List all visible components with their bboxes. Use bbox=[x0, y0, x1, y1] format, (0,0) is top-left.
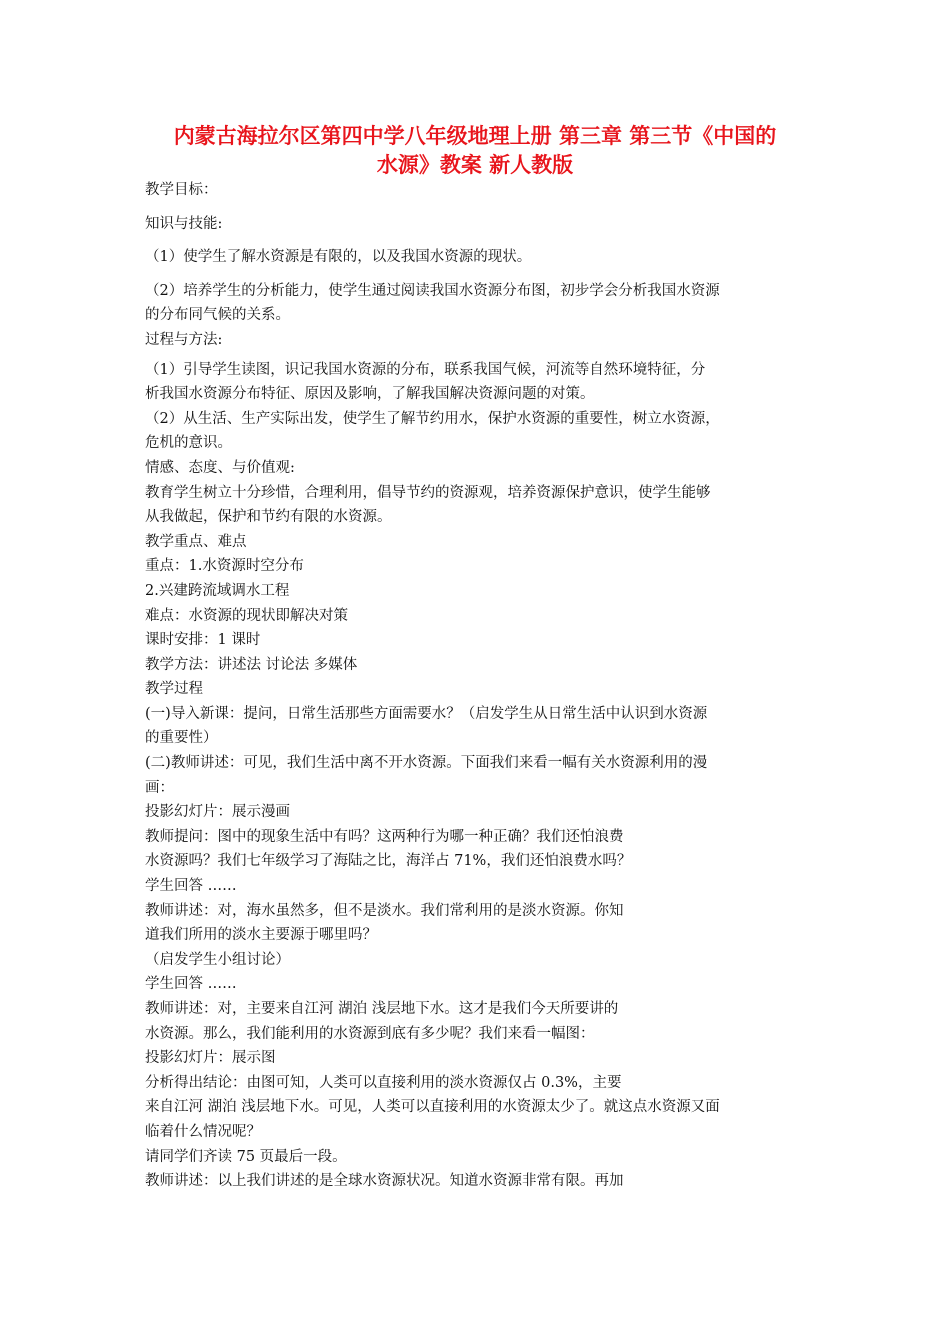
body-line: 水资源吗？我们七年级学习了海陆之比，海洋占 71%，我们还怕浪费水吗？ bbox=[145, 853, 632, 870]
body-line: 请同学们齐读 75 页最后一段。 bbox=[145, 1148, 347, 1165]
body-line: （1）引导学生读图，识记我国水资源的分布，联系我国气候，河流等自然环境特征，分 bbox=[145, 361, 706, 378]
body-line: 教育学生树立十分珍惜，合理利用，倡导节约的资源观，培养资源保护意识，使学生能够 bbox=[145, 484, 711, 501]
title-line-1: 内蒙古海拉尔区第四中学八年级地理上册 第三章 第三节《中国的 bbox=[173, 123, 777, 148]
body-line: 投影幻灯片：展示漫画 bbox=[145, 804, 290, 821]
body-line: (一)导入新课：提问，日常生活那些方面需要水？（启发学生从日常生活中认识到水资源 bbox=[145, 705, 708, 722]
body-line: 过程与方法: bbox=[145, 331, 223, 348]
body-line: （1）使学生了解水资源是有限的，以及我国水资源的现状。 bbox=[145, 249, 532, 266]
body-line: 教师讲述：对，主要来自江河 湖泊 浅层地下水。这才是我们今天所要讲的 bbox=[145, 1001, 619, 1017]
body-line: (二)教师讲述：可见，我们生活中离不开水资源。下面我们来看一幅有关水资源利用的漫 bbox=[145, 755, 708, 772]
body-line: （2）培养学生的分析能力，使学生通过阅读我国水资源分布图，初步学会分析我国水资源 bbox=[145, 282, 720, 299]
title-line-2: 水源》教案 新人教版 bbox=[376, 152, 574, 177]
body-line: 从我做起，保护和节约有限的水资源。 bbox=[145, 509, 392, 526]
body-line: 来自江河 湖泊 浅层地下水。可见，人类可以直接利用的水资源太少了。就这点水资源又面 bbox=[145, 1099, 720, 1116]
body-line: 学生回答 …… bbox=[145, 976, 237, 993]
document-title bbox=[140, 121, 810, 179]
body-line: 道我们所用的淡水主要源于哪里吗？ bbox=[145, 927, 377, 944]
body-line: 析我国水资源分布特征、原因及影响，了解我国解决资源问题的对策。 bbox=[145, 386, 595, 403]
body-line: 投影幻灯片：展示图 bbox=[145, 1050, 276, 1067]
body-line: 难点：水资源的现状即解决对策 bbox=[145, 607, 348, 624]
body-line: 教学目标： bbox=[145, 182, 218, 198]
body-line: 画： bbox=[145, 779, 174, 796]
body-line: 重点：1.水资源时空分布 bbox=[145, 558, 304, 575]
body-line: 教师讲述：以上我们讲述的是全球水资源状况。知道水资源非常有限。再加 bbox=[145, 1173, 624, 1190]
body-line: 知识与技能: bbox=[145, 215, 223, 232]
body-line: 教学方法：讲述法 讨论法 多媒体 bbox=[145, 656, 358, 673]
document-body bbox=[145, 178, 825, 1194]
body-line: 教学重点、难点 bbox=[145, 533, 247, 550]
body-line: 水资源。那么，我们能利用的水资源到底有多少呢？我们来看一幅图： bbox=[145, 1025, 595, 1042]
body-line: （启发学生小组讨论） bbox=[145, 951, 290, 968]
body-line: 危机的意识。 bbox=[145, 435, 232, 452]
body-line: 情感、态度、与价值观: bbox=[145, 459, 295, 476]
body-line: 教师提问：图中的现象生活中有吗？这两种行为哪一种正确？我们还怕浪费 bbox=[145, 828, 624, 845]
body-line: （2）从生活、生产实际出发，使学生了解节约用水，保护水资源的重要性，树立水资源， bbox=[145, 410, 720, 427]
body-line: 2.兴建跨流域调水工程 bbox=[145, 582, 290, 599]
body-line: 临着什么情况呢？ bbox=[145, 1123, 261, 1140]
body-line: 课时安排：1 课时 bbox=[145, 632, 261, 649]
body-line: 学生回答 …… bbox=[145, 878, 237, 895]
body-line: 教师讲述：对，海水虽然多，但不是淡水。我们常利用的是淡水资源。你知 bbox=[145, 902, 624, 919]
body-line: 教学过程 bbox=[145, 681, 203, 698]
body-line: 的分布同气候的关系。 bbox=[145, 307, 290, 324]
body-line: 的重要性） bbox=[145, 730, 218, 747]
body-line: 分析得出结论：由图可知，人类可以直接利用的淡水资源仅占 0.3%，主要 bbox=[145, 1074, 622, 1091]
